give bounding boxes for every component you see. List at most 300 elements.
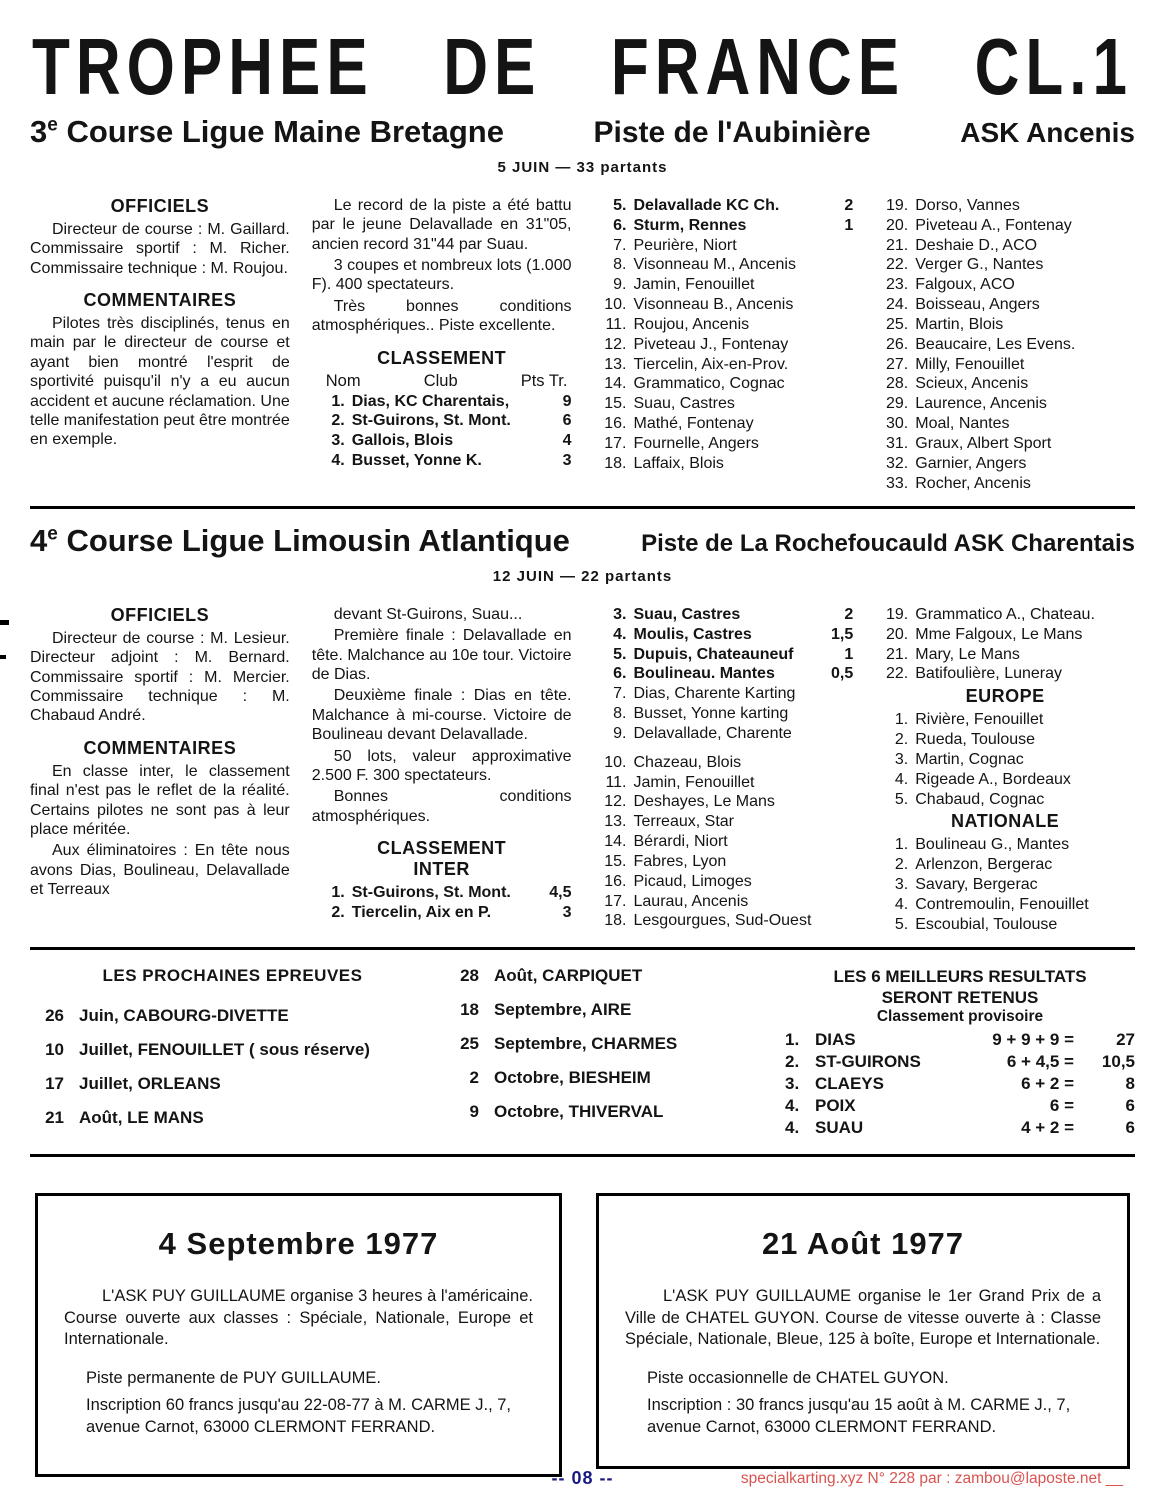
entry-name: Laurau, Ancenis — [633, 892, 749, 910]
entry-rank: 16. — [604, 872, 627, 890]
entry-name: Moal, Nantes — [915, 415, 1010, 433]
report-paragraphs — [312, 605, 572, 826]
commentaires-heading: COMMENTAIRES — [83, 290, 237, 311]
result-calculation: 6 + 4,5 = — [1006, 1052, 1074, 1072]
entry-name: Mary, Le Mans — [915, 645, 1020, 663]
results-heading-line2: SERONT RETENUS — [881, 987, 1039, 1007]
classement-entry — [875, 394, 1135, 414]
report-text: Première finale : Delavallade en tête. Malchance au 10e tour. Victoire de Dias. — [311, 627, 572, 684]
entry-name: Visonneau M., Ancenis — [633, 256, 796, 274]
entry-points: 0,5 — [831, 665, 854, 683]
title-word: FRANCE — [610, 23, 906, 112]
race2-heading-piste: Piste de La Rochefoucauld ASK Charentais — [641, 530, 1135, 557]
entry-rank: 24. — [886, 296, 909, 314]
entry-rank: 1. — [894, 711, 909, 729]
classement-entry — [594, 605, 854, 625]
classement-entry — [312, 431, 572, 451]
entry-rank: 25. — [886, 315, 909, 333]
entry-name: Mme Falgoux, Le Mans — [915, 625, 1083, 643]
entry-rank: 4. — [331, 452, 345, 469]
classement-entry — [594, 664, 854, 684]
classement-entry — [594, 645, 854, 665]
classement-entry — [594, 196, 854, 216]
events-column-2 — [395, 966, 725, 1142]
entry-name: Boulineau G., Mantes — [915, 836, 1070, 854]
entry-rank: 3. — [613, 606, 627, 623]
announcement-text: Inscription 60 francs jusqu'au 22-08-77 à M. CARME J., 7, avenue Carnot, 63000 CLERMONT FERRAND. — [86, 1396, 512, 1437]
entry-name: Verger G., Nantes — [915, 256, 1044, 274]
report-text: Le record de la piste a été battu par le jeune Delavallade en 31"05, ancien record 31"44 par Suau. — [311, 197, 572, 253]
entry-points: 3 — [562, 903, 572, 921]
event-item — [30, 1108, 395, 1128]
officiels-text: Directeur de course : M. Lesieur. Directeur adjoint : M. Bernard. Commissaire sportif : M. Mercier. Commissaire technique : M. Chabaud André. — [30, 630, 290, 725]
entry-rank: 2. — [894, 856, 909, 874]
classement-entry — [875, 255, 1135, 275]
report-text: Très bonnes conditions atmosphériques.. Piste excellente. — [311, 297, 572, 335]
classement-entry — [594, 315, 854, 335]
page-footer — [0, 1468, 1165, 1490]
event-day: 10 — [45, 1039, 64, 1059]
classement-heading: CLASSEMENT — [377, 837, 507, 858]
event-label: Octobre, THIVERVAL — [494, 1101, 664, 1121]
col-header-pts-tr: Pts Tr. — [520, 371, 568, 390]
classement-entry — [875, 236, 1135, 256]
event-label: Août, LE MANS — [79, 1107, 204, 1127]
result-total: 6 — [1125, 1118, 1135, 1138]
entry-rank: 11. — [605, 315, 627, 333]
classement-entry — [594, 255, 854, 275]
entry-rank: 10. — [604, 753, 627, 771]
event-item — [30, 1074, 395, 1094]
entry-name: Martin, Cognac — [915, 750, 1024, 768]
race2-date-line: 12 JUIN — 22 partants — [492, 568, 673, 585]
entry-points: 3 — [562, 452, 572, 469]
entry-name: Rocher, Ancenis — [915, 474, 1031, 492]
entry-name: Garnier, Angers — [915, 454, 1027, 472]
entry-name: Fabres, Lyon — [633, 852, 727, 870]
result-name: CLAEYS — [815, 1074, 884, 1094]
classement-entry — [594, 812, 854, 832]
entry-points: 2 — [844, 606, 854, 623]
entry-rank: 14. — [604, 375, 627, 393]
entry-name: Falgoux, ACO — [915, 276, 1015, 294]
entry-rank: 16. — [604, 415, 627, 433]
section-divider — [30, 506, 1135, 509]
event-label: Juillet, ORLEANS — [79, 1073, 221, 1093]
classement-entry — [594, 773, 854, 793]
announcement-text: Piste occasionnelle de CHATEL GUYON. — [647, 1369, 949, 1388]
entry-name: St-Guirons, St. Mont. — [351, 412, 511, 430]
entry-name: Dorso, Vannes — [915, 197, 1020, 214]
commentaires-text: Aux éliminatoires : En tête nous avons Dias, Boulineau, Delavallade et Terreaux — [30, 842, 290, 898]
race2-columns — [30, 605, 1135, 935]
classement-entry — [875, 855, 1135, 875]
entry-rank: 14. — [604, 833, 627, 851]
race1-col-ranks-5-18 — [594, 196, 854, 494]
entry-rank: 19. — [886, 606, 909, 623]
entry-rank: 28. — [886, 375, 909, 393]
result-name: DIAS — [815, 1030, 856, 1050]
entry-name: Rivière, Fenouillet — [915, 711, 1044, 729]
classement-entry — [875, 750, 1135, 770]
classement-entry — [875, 315, 1135, 335]
events-section — [30, 966, 1135, 1142]
entry-rank: 32. — [886, 454, 909, 472]
entry-name: Chazeau, Blois — [633, 753, 742, 771]
entry-rank: 15. — [604, 852, 627, 870]
classement-entry — [312, 883, 572, 903]
entry-name: Boulineau. Mantes — [633, 665, 775, 683]
commentaires-text: Pilotes très disciplinés, tenus en main par le directeur de course et ayant bien montré l'esprit de sportivité puisqu'il n'y a eu aucun accident et aucune réclamation. Une telle manifestation peut être montrée en exemple. — [30, 315, 290, 449]
classement-subheading: INTER — [413, 858, 470, 879]
classement-entry — [875, 770, 1135, 790]
result-rank: 2. — [785, 1052, 800, 1072]
report-text: 3 coupes et nombreux lots (1.000 F). 400 spectateurs. — [311, 257, 572, 294]
entry-name: Mathé, Fontenay — [633, 415, 754, 433]
result-calculation: 4 + 2 = — [1021, 1118, 1074, 1138]
page-number: -- 08 -- — [551, 1468, 614, 1488]
entry-rank: 18. — [604, 912, 627, 930]
classement-entry — [594, 724, 854, 744]
event-day: 2 — [469, 1067, 479, 1087]
event-label: Juillet, FENOUILLET ( sous réserve) — [79, 1039, 370, 1059]
classement-entry — [594, 832, 854, 852]
entry-name: Busset, Yonne karting — [633, 705, 789, 723]
classement-entry — [875, 895, 1135, 915]
classement-list-tail — [875, 196, 1135, 493]
entry-name: Picaud, Limoges — [633, 872, 752, 890]
entry-name: Delavallade, Charente — [633, 724, 792, 742]
race1-col-ranks-19-33 — [875, 196, 1135, 494]
entry-rank: 13. — [604, 813, 627, 831]
entry-rank: 7. — [613, 236, 627, 254]
officiels-heading: OFFICIELS — [110, 196, 210, 216]
race1-heading-club: ASK Ancenis — [960, 117, 1135, 148]
entry-name: Piveteau A., Fontenay — [915, 216, 1072, 234]
entry-rank: 5. — [613, 645, 627, 663]
entry-name: Beaucaire, Les Evens. — [915, 335, 1076, 353]
classement-column-headers — [312, 372, 572, 392]
entry-rank: 1. — [894, 836, 909, 854]
entry-rank: 1. — [331, 883, 345, 901]
entry-rank: 26. — [886, 335, 909, 353]
race2-col-report — [312, 605, 572, 935]
classement-entry — [594, 355, 854, 375]
entry-name: Dupuis, Chateauneuf — [633, 645, 794, 663]
classement-entry — [875, 335, 1135, 355]
entry-name: Peurière, Niort — [633, 236, 737, 254]
announcement-box-august — [596, 1193, 1130, 1469]
entry-points: 4,5 — [549, 883, 572, 901]
entry-points: 4 — [562, 432, 572, 450]
entry-name: Arlenzon, Bergerac — [915, 856, 1053, 874]
entry-rank: 8. — [613, 256, 627, 274]
entry-name: Fournelle, Angers — [633, 434, 759, 452]
event-day: 9 — [469, 1101, 479, 1121]
entry-rank: 27. — [886, 355, 909, 373]
entry-name: Gallois, Blois — [351, 432, 454, 450]
scan-artifact — [0, 620, 9, 625]
credit-line: specialkarting.xyz N° 228 par : zambou@laposte.net __ — [740, 1470, 1123, 1487]
classement-entry — [875, 605, 1135, 625]
race1-heading — [30, 114, 1135, 150]
announcement-text: L'ASK PUY GUILLAUME organise 3 heures à l'américaine. Course ouverte aux classes : Spéciale, Nationale, Europe et Internationale. — [64, 1286, 533, 1349]
entry-name: Lesgourgues, Sud-Ouest — [633, 912, 812, 930]
entry-rank: 5. — [613, 197, 627, 214]
entry-name: Rigeade A., Bordeaux — [915, 770, 1071, 788]
entry-name: Contremoulin, Fenouillet — [915, 895, 1089, 913]
race2-col-ranks-3-18 — [594, 605, 854, 935]
entry-rank: 21. — [886, 645, 909, 663]
officiels-text: Directeur de course : M. Gaillard. Commissaire sportif : M. Richer. Commissaire technique : M. Roujou. — [30, 221, 290, 277]
entry-name: Delavallade KC Ch. — [633, 197, 780, 214]
entry-rank: 19. — [886, 197, 909, 214]
result-row — [785, 1051, 1135, 1073]
entry-rank: 17. — [604, 892, 627, 910]
entry-rank: 2. — [331, 412, 345, 430]
entry-name: Chabaud, Cognac — [915, 790, 1045, 808]
entry-name: Boisseau, Angers — [915, 296, 1040, 314]
classement-entry — [875, 875, 1135, 895]
entry-rank: 13. — [604, 355, 627, 373]
entry-rank: 3. — [894, 876, 909, 894]
classement-entry — [875, 414, 1135, 434]
entry-rank: 7. — [613, 685, 627, 703]
report-text: 50 lots, valeur approximative 2.500 F. 300 spectateurs. — [311, 747, 572, 784]
entry-rank: 11. — [605, 773, 627, 791]
classement-entry — [875, 915, 1135, 935]
entry-name: St-Guirons, St. Mont. — [351, 883, 511, 901]
entry-rank: 5. — [894, 790, 909, 808]
classement-entry — [594, 753, 854, 773]
classement-entry — [875, 835, 1135, 855]
classement-entry — [875, 196, 1135, 216]
commentaires-paragraphs — [30, 762, 290, 900]
classement-list-nationale — [875, 835, 1135, 934]
classement-entry — [312, 903, 572, 923]
commentaires-paragraphs — [30, 314, 290, 450]
race1-heading-piste: Piste de l'Aubinière — [593, 116, 871, 149]
title-word: TROPHEE — [32, 23, 374, 112]
announcement-text: Inscription : 30 francs jusqu'au 15 août à M. CARME J., 7, avenue Carnot, 63000 CLERMONT FERRAND. — [647, 1396, 1071, 1437]
entry-name: Deshayes, Le Mans — [633, 793, 775, 811]
event-label: Septembre, AIRE — [494, 999, 632, 1019]
entry-name: Dias, Charente Karting — [633, 685, 796, 703]
event-item — [30, 1006, 395, 1026]
classement-list-europe — [875, 710, 1135, 809]
entry-name: Suau, Castres — [633, 606, 741, 623]
entry-rank: 3. — [331, 432, 345, 450]
race1-date-line: 5 JUIN — 33 partants — [497, 159, 668, 176]
entry-name: Moulis, Castres — [633, 625, 752, 643]
result-rank: 1. — [785, 1030, 800, 1050]
classement-entry — [875, 454, 1135, 474]
classement-entry — [594, 335, 854, 355]
scan-artifact — [0, 655, 6, 659]
result-total: 8 — [1125, 1074, 1135, 1094]
classement-entry — [594, 625, 854, 645]
entry-name: Laurence, Ancenis — [915, 395, 1047, 413]
entry-points: 9 — [562, 392, 572, 410]
entry-rank: 33. — [886, 474, 909, 492]
entry-rank: 15. — [604, 395, 627, 413]
report-text: devant St-Guirons, Suau... — [333, 606, 523, 623]
classement-entry — [594, 434, 854, 454]
classement-list-mid — [594, 196, 854, 474]
entry-rank: 12. — [604, 335, 627, 353]
section-divider — [30, 1154, 1135, 1157]
announcement-content — [38, 1196, 559, 1440]
classement-entry — [594, 295, 854, 315]
entry-rank: 18. — [604, 454, 627, 472]
entry-name: Savary, Bergerac — [915, 876, 1038, 894]
entry-name: Dias, KC Charentais, — [351, 392, 510, 410]
entry-rank: 5. — [894, 915, 909, 933]
entry-rank: 9. — [613, 276, 627, 294]
event-day: 17 — [45, 1073, 64, 1093]
event-item — [445, 1068, 725, 1088]
entry-rank: 30. — [886, 415, 909, 433]
entry-name: Tiercelin, Aix-en-Prov. — [633, 355, 789, 373]
event-item — [445, 966, 725, 986]
result-rank: 4. — [785, 1118, 800, 1138]
entry-rank: 4. — [613, 625, 627, 643]
race2-heading — [30, 523, 1135, 559]
events-list-2 — [445, 966, 725, 1122]
classement-entry — [875, 275, 1135, 295]
classement-entry — [875, 474, 1135, 494]
result-calculation: 9 + 9 + 9 = — [992, 1030, 1074, 1050]
entry-name: Martin, Blois — [915, 315, 1004, 333]
entry-rank: 23. — [886, 276, 909, 294]
entry-rank: 2. — [331, 903, 345, 921]
entry-rank: 21. — [886, 236, 909, 254]
classement-entry — [594, 374, 854, 394]
race1-columns — [30, 196, 1135, 494]
result-calculation: 6 = — [1049, 1096, 1074, 1116]
result-row — [785, 1117, 1135, 1139]
classement-entry — [594, 892, 854, 912]
result-calculation: 6 + 2 = — [1021, 1074, 1074, 1094]
result-name: ST-GUIRONS — [815, 1052, 921, 1072]
classement-entry — [875, 295, 1135, 315]
entry-points: 1 — [844, 645, 854, 663]
classement-entry — [594, 911, 854, 931]
entry-name: Sturm, Rennes — [633, 216, 747, 234]
event-label: Septembre, CHARMES — [494, 1033, 678, 1053]
classement-entry — [312, 411, 572, 431]
entry-points: 1 — [844, 216, 854, 234]
event-day: 21 — [45, 1107, 64, 1127]
classement-entry — [594, 236, 854, 256]
event-item — [445, 1000, 725, 1020]
result-row — [785, 1029, 1135, 1051]
report-text: Deuxième finale : Dias en tête. Malchance à mi-course. Victoire de Boulineau devant Delavallade. — [311, 687, 572, 744]
entry-name: Busset, Yonne K. — [351, 452, 482, 469]
classement-entry — [594, 872, 854, 892]
entry-points: 6 — [562, 412, 572, 430]
entry-rank: 4. — [894, 770, 909, 788]
classement-entry — [875, 625, 1135, 645]
classement-entry — [594, 684, 854, 704]
result-total: 6 — [1125, 1096, 1135, 1116]
classement-heading: CLASSEMENT — [377, 347, 507, 368]
classement-entry — [312, 451, 572, 471]
classement-entry — [875, 374, 1135, 394]
event-label: Juin, CABOURG-DIVETTE — [79, 1005, 289, 1025]
classement-list-mid — [594, 605, 854, 931]
entry-rank: 2. — [894, 731, 909, 749]
entry-name: Escoubial, Toulouse — [915, 915, 1058, 933]
result-total: 27 — [1116, 1030, 1135, 1050]
classement-entry — [594, 216, 854, 236]
race2-col-officiels — [30, 605, 290, 935]
entry-name: Milly, Fenouillet — [915, 355, 1025, 373]
entry-rank: 31. — [886, 434, 909, 452]
event-label: Août, CARPIQUET — [494, 965, 643, 985]
entry-rank: 4. — [894, 895, 909, 913]
report-text: Bonnes conditions atmosphériques. — [311, 788, 572, 825]
announcement-text: Piste permanente de PUY GUILLAUME. — [86, 1369, 382, 1388]
entry-rank: 6. — [613, 216, 627, 234]
announcement-box-september — [35, 1193, 562, 1477]
col-header-club: Club — [423, 371, 458, 390]
classement-list-top — [312, 392, 572, 471]
classement-entry — [594, 792, 854, 812]
entry-name: Grammatico A., Chateau. — [915, 606, 1095, 623]
results-rows — [785, 1029, 1135, 1139]
events-heading: LES PROCHAINES EPREUVES — [102, 965, 363, 985]
announcement-title: 4 Septembre 1977 — [158, 1225, 439, 1261]
title-word: DE — [443, 23, 542, 112]
event-day: 25 — [460, 1033, 479, 1053]
entry-rank: 3. — [894, 750, 909, 768]
announcement-text: L'ASK PUY GUILLAUME organise le 1er Grand Prix de a Ville de CHATEL GUYON. Course de vitesse ouverte à : Classe Spéciale, Nationale, Bleue, 125 à boîte, Europe et Internationale. — [625, 1286, 1101, 1349]
events-list-1 — [30, 1006, 395, 1128]
entry-name: Roujou, Ancenis — [633, 315, 750, 333]
event-item — [445, 1034, 725, 1054]
entry-name: Laffaix, Blois — [633, 454, 724, 472]
events-column-1 — [30, 966, 395, 1142]
entry-rank: 20. — [886, 216, 909, 234]
entry-name: Visonneau B., Ancenis — [633, 296, 794, 314]
classement-entry — [594, 852, 854, 872]
announcement-title: 21 Août 1977 — [761, 1225, 965, 1261]
entry-rank: 6. — [613, 665, 627, 683]
classement-entry — [875, 710, 1135, 730]
result-rank: 3. — [785, 1074, 800, 1094]
entry-name: Scieux, Ancenis — [915, 375, 1029, 393]
event-item — [445, 1102, 725, 1122]
result-total: 10,5 — [1101, 1052, 1135, 1072]
race2-col-ranks-19-22-classes — [875, 605, 1135, 935]
result-name: POIX — [815, 1096, 856, 1116]
event-day: 26 — [45, 1005, 64, 1025]
officiels-heading: OFFICIELS — [110, 605, 210, 625]
entry-rank: 9. — [613, 724, 627, 742]
event-label: Octobre, BIESHEIM — [494, 1067, 651, 1087]
race1-col-report — [312, 196, 572, 494]
classement-entry — [875, 216, 1135, 236]
title-word: CL.1 — [974, 23, 1133, 112]
results-subheading: Classement provisoire — [876, 1008, 1044, 1026]
results-column — [725, 966, 1135, 1142]
race1-heading-left: 3e Course Ligue Maine Bretagne — [30, 114, 504, 149]
classement-entry — [875, 355, 1135, 375]
entry-rank: 17. — [604, 434, 627, 452]
announcements-section — [35, 1193, 1130, 1477]
event-item — [30, 1040, 395, 1060]
